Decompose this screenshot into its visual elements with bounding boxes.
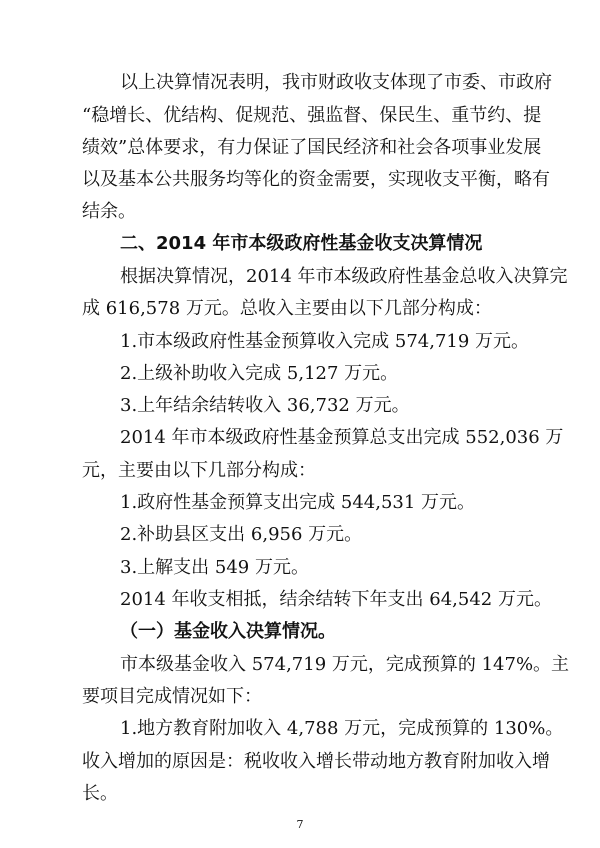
paragraph-line: 成 616,578 万元。总收入主要由以下几部分构成：	[82, 298, 492, 319]
page-number: 7	[296, 818, 304, 831]
subsection-heading: （一）基金收入决算情况。	[120, 621, 336, 642]
paragraph-line: 结余。	[82, 201, 136, 222]
paragraph-line: “稳增长、优结构、促规范、强监督、保民生、重节约、提	[82, 105, 542, 126]
paragraph-line: 2014 年收支相抵，结余结转下年支出 64,542 万元。	[120, 589, 552, 610]
paragraph-line: 收入增加的原因是：税收收入增长带动地方教育附加收入增	[82, 751, 550, 772]
paragraph-line: 长。	[82, 783, 118, 804]
paragraph-line: 要项目完成情况如下：	[82, 686, 262, 707]
paragraph-line: 以及基本公共服务均等化的资金需要，实现收支平衡，略有	[82, 169, 550, 190]
paragraph-line: 市本级基金收入 574,719 万元，完成预算的 147%。主	[120, 654, 570, 675]
list-item: 1.地方教育附加收入 4,788 万元，完成预算的 130%。	[120, 718, 564, 739]
list-item: 3.上解支出 549 万元。	[120, 557, 309, 578]
paragraph-line: 元，主要由以下几部分构成：	[82, 460, 316, 481]
list-item: 1.市本级政府性基金预算收入完成 574,719 万元。	[120, 331, 530, 352]
paragraph-line: 根据决算情况，2014 年市本级政府性基金总收入决算完	[120, 266, 568, 287]
list-item: 2.上级补助收入完成 5,127 万元。	[120, 363, 399, 384]
paragraph-line: 以上决算情况表明，我市财政收支体现了市委、市政府	[120, 72, 552, 93]
paragraph-line: 绩效”总体要求，有力保证了国民经济和社会各项事业发展	[82, 137, 542, 158]
list-item: 1.政府性基金预算支出完成 544,531 万元。	[120, 492, 476, 513]
paragraph-line: 2014 年市本级政府性基金预算总支出完成 552,036 万	[120, 427, 564, 448]
list-item: 3.上年结余结转收入 36,732 万元。	[120, 395, 410, 416]
section-heading: 二、2014 年市本级政府性基金收支决算情况	[120, 233, 483, 254]
list-item: 2.补助县区支出 6,956 万元。	[120, 524, 363, 545]
